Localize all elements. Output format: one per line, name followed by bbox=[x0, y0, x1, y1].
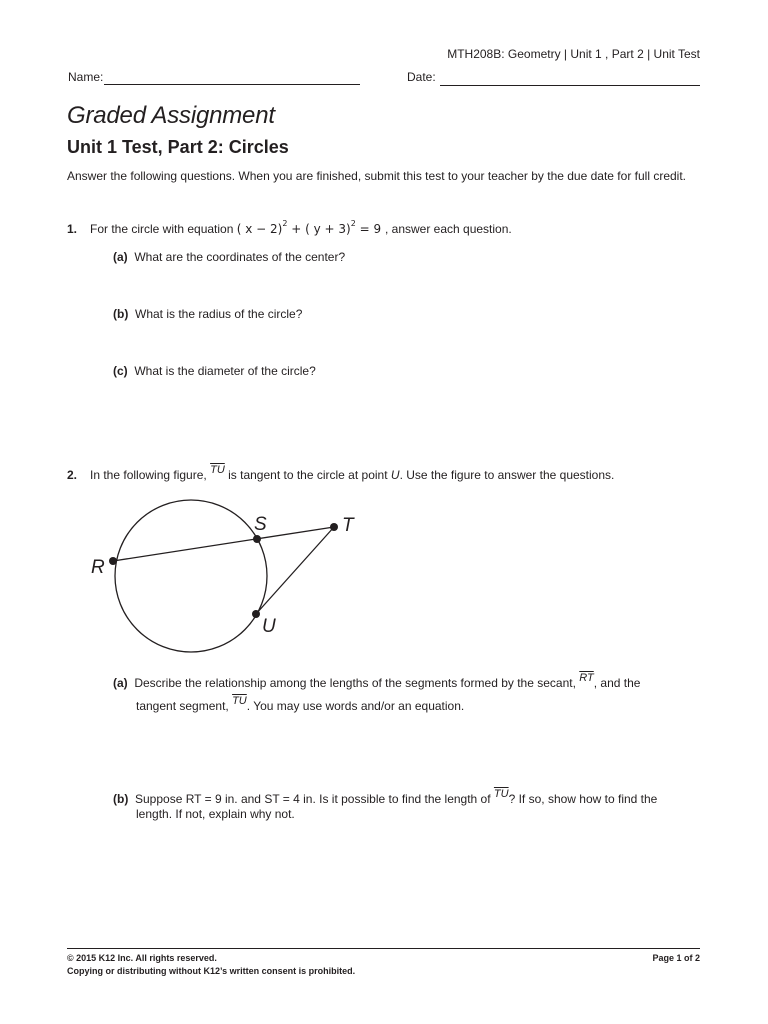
question-2-text bbox=[90, 464, 615, 482]
footer-notice: Copying or distributing without K12’s written consent is prohibited. bbox=[67, 966, 356, 976]
label-s: S bbox=[254, 514, 267, 535]
circle-equation bbox=[236, 219, 385, 236]
part-b-line1-end: ? If so, show how to find the bbox=[508, 792, 658, 806]
page-title: Graded Assignment bbox=[67, 102, 275, 129]
circle bbox=[115, 500, 267, 652]
question-1b bbox=[113, 307, 302, 321]
label-r: R bbox=[91, 557, 105, 578]
part-b-line2: length. If not, explain why not. bbox=[136, 807, 295, 821]
tangent-line-tu bbox=[256, 527, 334, 614]
equation-term-3: = 9 bbox=[355, 222, 382, 236]
part-b-line1: Suppose RT = 9 in. and ST = 4 in. Is it possible to find the length of bbox=[135, 792, 491, 806]
question-2-middle: is tangent to the circle at point bbox=[228, 468, 388, 482]
point-r bbox=[109, 557, 117, 565]
question-1a bbox=[113, 250, 345, 264]
name-label: Name: bbox=[68, 70, 104, 84]
question-2a bbox=[113, 672, 641, 690]
page-subtitle: Unit 1 Test, Part 2: Circles bbox=[67, 137, 289, 157]
question-2-number bbox=[67, 468, 77, 482]
question-1-number bbox=[67, 222, 77, 236]
segment-tu-symbol: $\overline{TU}$ bbox=[232, 695, 247, 707]
question-2b bbox=[113, 788, 658, 806]
part-a-line1: Describe the relationship among the lengths of the segments formed by the secant, bbox=[134, 676, 576, 690]
segment-tu-symbol: $\overline{TU}$ bbox=[210, 464, 225, 476]
part-a-line1-end: , and the bbox=[593, 676, 641, 690]
question-1-prefix: For the circle with equation bbox=[90, 222, 234, 236]
label-u: U bbox=[262, 616, 276, 637]
segment-tu-symbol: $\overline{TU}$ bbox=[493, 788, 509, 800]
part-label: (b) bbox=[113, 307, 129, 321]
footer-divider bbox=[67, 948, 700, 949]
equation-exponent-2: 2 bbox=[350, 219, 356, 228]
course-header: MTH208B: Geometry | Unit 1 , Part 2 | Unit Test bbox=[447, 47, 700, 61]
question-1-text bbox=[90, 219, 512, 236]
point-t bbox=[330, 523, 338, 531]
date-field-line[interactable] bbox=[440, 85, 700, 86]
part-a-line2-end: . You may use words and/or an equation. bbox=[246, 699, 465, 713]
question-2b-line2 bbox=[136, 807, 295, 821]
instructions: Answer the following questions. When you are finished, submit this test to your teacher by the due date for full credit. bbox=[67, 169, 686, 183]
equation-term-2: + ( y + 3) bbox=[287, 222, 351, 236]
point-u bbox=[252, 610, 260, 618]
part-label: (a) bbox=[113, 250, 128, 264]
question-2-end: . Use the figure to answer the questions. bbox=[399, 468, 615, 482]
point-u-text: U bbox=[390, 468, 400, 482]
part-text: What is the diameter of the circle? bbox=[134, 364, 316, 378]
date-label: Date: bbox=[407, 70, 436, 84]
question-number: 2. bbox=[67, 468, 78, 482]
question-2-prefix: In the following figure, bbox=[90, 468, 207, 482]
point-s bbox=[253, 535, 261, 543]
question-number: 1. bbox=[67, 222, 78, 236]
part-text: What are the coordinates of the center? bbox=[134, 250, 346, 264]
equation-exponent-1: 2 bbox=[282, 219, 288, 228]
part-label: (c) bbox=[113, 364, 128, 378]
equation-term-1: ( x − 2) bbox=[236, 222, 283, 236]
part-label: (a) bbox=[113, 676, 128, 690]
part-a-line2: tangent segment, bbox=[136, 699, 229, 713]
label-t: T bbox=[342, 515, 354, 536]
question-1-suffix: , answer each question. bbox=[384, 222, 512, 236]
question-2a-line2 bbox=[136, 695, 465, 713]
question-1c bbox=[113, 364, 316, 378]
part-text: What is the radius of the circle? bbox=[135, 307, 303, 321]
footer-copyright: © 2015 K12 Inc. All rights reserved. bbox=[67, 953, 217, 963]
footer-page-number: Page 1 of 2 bbox=[652, 953, 700, 963]
circle-tangent-figure bbox=[80, 490, 380, 660]
segment-rt-symbol: $\overline{RT}$ bbox=[579, 672, 594, 684]
name-field-line[interactable] bbox=[104, 84, 360, 85]
part-label: (b) bbox=[113, 792, 129, 806]
secant-line-rt bbox=[113, 527, 334, 561]
